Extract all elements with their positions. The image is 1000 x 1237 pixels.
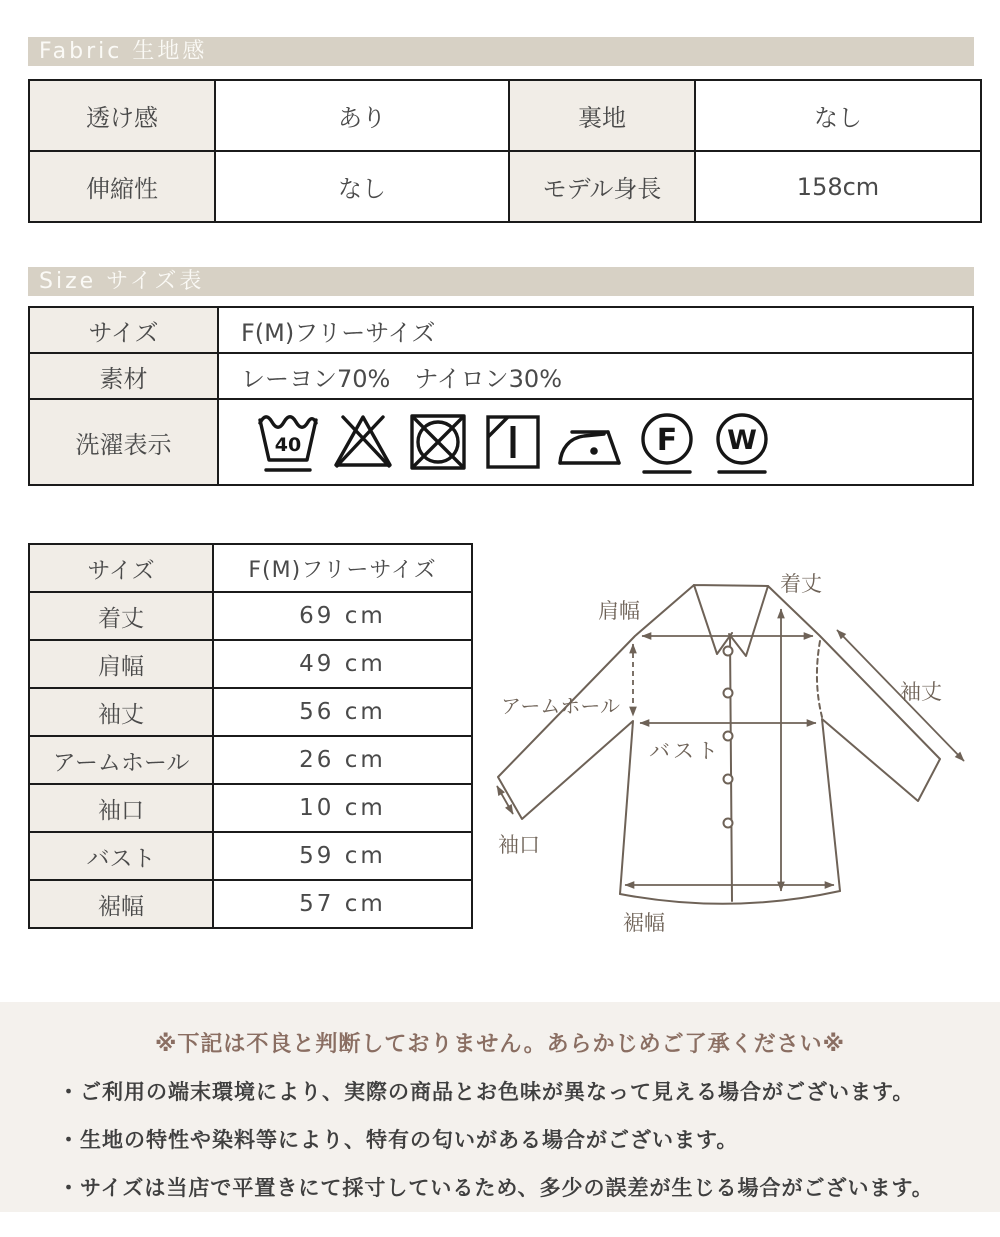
fabric-label-model-height: モデル身長 — [509, 151, 695, 222]
measurement-table — [28, 543, 473, 929]
table-row — [29, 832, 472, 880]
fabric-label-lining: 裏地 — [509, 80, 695, 151]
shirt-armhole-seam — [817, 641, 822, 717]
footer-note-color: ・ご利用の端末環境により、実際の商品とお色味が異なって見える場合がございます。 — [58, 1080, 915, 1104]
fabric-table — [28, 79, 982, 223]
table-row — [29, 592, 472, 640]
line-dry-in-shade-icon — [480, 408, 546, 478]
dry-clean-petroleum-gentle-icon — [634, 408, 700, 478]
table-row — [29, 353, 973, 399]
measure-label-cuff: 袖口 — [29, 784, 213, 832]
do-not-bleach-icon — [330, 408, 396, 478]
spec-label-size: サイズ — [29, 307, 218, 353]
measure-header-label: サイズ — [29, 544, 213, 592]
measure-label-bust: バスト — [29, 832, 213, 880]
measure-label-armhole: アームホール — [29, 736, 213, 784]
fabric-value-model-height: 158cm — [695, 151, 981, 222]
measure-value-length: 69 cm — [213, 592, 472, 640]
spec-value-material: レーヨン70% ナイロン30% — [218, 353, 973, 399]
shirt-hem-curve — [620, 891, 840, 904]
iron-low-heat-icon — [555, 408, 625, 478]
measure-value-shoulder: 49 cm — [213, 640, 472, 688]
size-measure-section — [0, 543, 1000, 963]
table-row — [29, 784, 472, 832]
fabric-value-stretch: なし — [215, 151, 509, 222]
footer-note-measurement: ・サイズは当店で平置きにて採寸しているため、多少の誤差が生じる場合がございます。 — [58, 1176, 934, 1200]
footer-disclaimer-heading: ※下記は不良と判断しておりません。あらかじめご了承ください※ — [154, 1032, 846, 1057]
do-not-tumble-dry-icon — [405, 408, 471, 478]
measure-label-sleeve: 袖丈 — [29, 688, 213, 736]
table-row — [29, 80, 981, 151]
measure-value-bust: 59 cm — [213, 832, 472, 880]
fabric-value-lining: なし — [695, 80, 981, 151]
fabric-label-sheerness: 透け感 — [29, 80, 215, 151]
diagram-label-cuff: 袖口 — [498, 833, 540, 857]
spec-table — [28, 306, 974, 486]
shirt-right-outline — [768, 586, 940, 891]
fabric-section-header — [28, 37, 974, 66]
measure-value-armhole: 26 cm — [213, 736, 472, 784]
diagram-label-armhole: アームホール — [501, 694, 620, 718]
care-symbol-strip — [241, 406, 971, 478]
fabric-label-stretch: 伸縮性 — [29, 151, 215, 222]
wet-clean-letter: W — [727, 425, 757, 456]
measure-value-hem: 57 cm — [213, 880, 472, 928]
wash-40-gentle-icon — [255, 408, 321, 478]
measure-value-cuff: 10 cm — [213, 784, 472, 832]
diagram-label-length: 着丈 — [780, 572, 822, 596]
measure-label-hem: 裾幅 — [29, 880, 213, 928]
measure-value-sleeve: 56 cm — [213, 688, 472, 736]
table-row — [29, 736, 472, 784]
table-row — [29, 399, 973, 485]
table-row — [29, 544, 472, 592]
dry-clean-letter: F — [656, 423, 678, 458]
measure-label-shoulder: 肩幅 — [29, 640, 213, 688]
footer-notes-section — [0, 1002, 1000, 1212]
wash-temp-label: 40 — [274, 434, 302, 456]
table-row — [29, 640, 472, 688]
footer-note-odor: ・生地の特性や染料等により、特有の匂いがある場合がございます。 — [58, 1128, 739, 1152]
fabric-value-sheerness: あり — [215, 80, 509, 151]
shirt-measurement-diagram — [470, 541, 1000, 961]
shirt-placket — [730, 637, 732, 901]
spec-value-size: F(M)フリーサイズ — [218, 307, 973, 353]
diagram-label-hem: 裾幅 — [623, 911, 665, 935]
table-row — [29, 151, 981, 222]
size-section-title: Size サイズ表 — [39, 269, 205, 294]
table-row — [29, 880, 472, 928]
fabric-section-title: Fabric 生地感 — [39, 39, 208, 64]
measure-header-value: F(M)フリーサイズ — [213, 544, 472, 592]
spec-label-care: 洗濯表示 — [29, 399, 218, 485]
table-row — [29, 307, 973, 353]
diagram-label-shoulder: 肩幅 — [598, 599, 640, 623]
care-symbols-cell — [218, 399, 973, 485]
size-section-header — [28, 267, 974, 296]
table-row — [29, 688, 472, 736]
wet-clean-gentle-icon — [709, 408, 775, 478]
diagram-label-sleeve: 袖丈 — [900, 680, 942, 704]
diagram-label-bust: バスト — [649, 739, 721, 763]
spec-label-material: 素材 — [29, 353, 218, 399]
measure-label-length: 着丈 — [29, 592, 213, 640]
